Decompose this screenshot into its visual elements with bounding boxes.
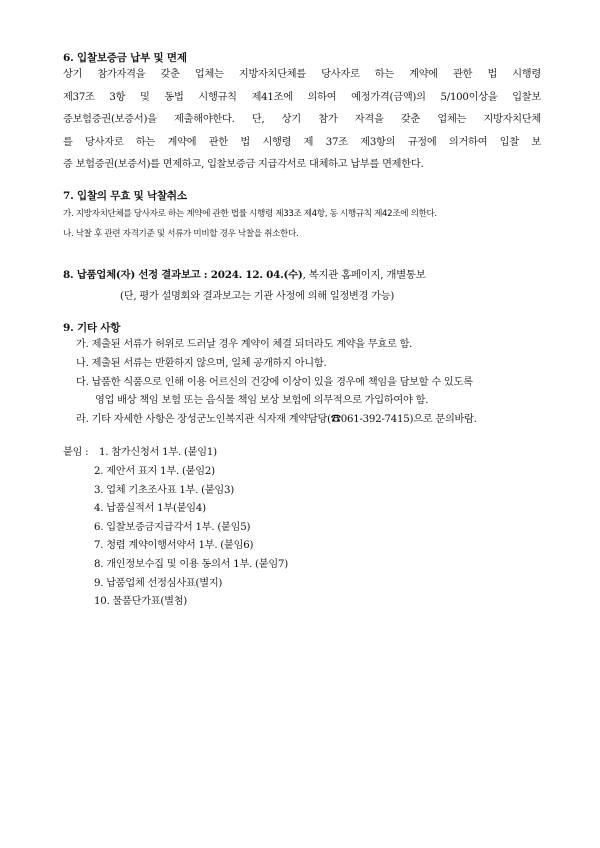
section-6-line-2: 제37조 3항 및 동법 시행규칙 제41조에 의하여 예정가격(금액)의 5/100이상을 입찰보	[63, 92, 541, 103]
section-6-line-4: 를 당사자로 하는 계약에 관한 법 시행령 제 37조 제3항의 규정에 의거하여 입찰 보	[63, 137, 541, 148]
attachment-item: 4. 납품실적서 1부(붙임4)	[94, 503, 206, 514]
section-8-note: (단, 평가 설명회와 결과보고는 기관 사정에 의해 일정변경 가능)	[120, 291, 395, 302]
attachment-item: 8. 개인정보수집 및 이용 동의서 1부. (붙임7)	[94, 559, 288, 570]
section-9-heading: 9. 기타 사항	[63, 322, 121, 334]
section-8-notice-channels: , 복지관 홈페이지, 개별통보	[302, 269, 426, 281]
section-9-item-4: 라. 기타 자세한 사항은 장성군노인복지관 식자재 계약담당(☎061-392-7415)으로 문의바람.	[76, 414, 477, 425]
section-7-item-1: 가. 지방자치단체를 당사자로 하는 계약에 관한 법률 시행령 제33조 제4항, 동 시행규칙 제42조에 의한다.	[63, 209, 437, 219]
section-6-line-1: 상기 참가자격을 갖춘 업체는 지방자치단체를 당사자로 하는 계약에 관한 법 시행령	[63, 69, 541, 80]
attachment-item: 6. 입찰보증금지급각서 1부. (붙임5)	[94, 522, 251, 533]
section-8-heading-line	[63, 266, 426, 281]
section-6-heading: 6. 입찰보증금 납부 및 면제	[63, 52, 187, 64]
attachment-item: 9. 납품업체 선정심사표(별지)	[94, 578, 223, 589]
section-8-heading: 8. 납품업체(자) 선정 결과보고 : 2024. 12. 04.(수)	[63, 269, 303, 281]
section-9-item-1: 가. 제출된 서류가 허위로 드러날 경우 계약이 체결 되더라도 계약을 무효로 함.	[76, 339, 413, 350]
attachment-item: 7. 청렴 계약이행서약서 1부. (붙임6)	[94, 540, 254, 551]
section-6-line-3: 증보험증권(보증서)을 제출해야한다. 단, 상기 참가 자격을 갖춘 업체는 지방자치단체	[63, 114, 541, 125]
section-9-item-3-cont: 영업 배상 책임 보험 또는 음식물 책임 보상 보험에 의무적으로 가입하여야 함.	[95, 395, 429, 406]
attachments-label: 붙임 :	[63, 447, 89, 458]
attachment-item: 3. 업체 기초조사표 1부. (붙임3)	[94, 485, 234, 496]
section-9-item-3: 다. 납품한 식품으로 인해 이용 어르신의 건강에 이상이 있을 경우에 책임을 담보할 수 있도록	[76, 377, 473, 388]
section-9-item-2: 나. 제출된 서류는 반환하지 않으며, 일체 공개하지 아니함.	[76, 358, 327, 369]
attachment-item: 10. 물품단가표(별첨)	[94, 596, 188, 607]
section-7-item-2: 나. 낙찰 후 관련 자격기준 및 서류가 미비할 경우 낙찰을 취소한다.	[63, 229, 299, 239]
section-6-line-5: 증 보험증권(보증서)를 면제하고, 입찰보증금 지급각서로 대체하고 납부를 면제한다.	[63, 159, 424, 170]
section-7-heading: 7. 입찰의 무효 및 낙찰취소	[63, 190, 187, 202]
attachment-item: 1. 참가신청서 1부. (붙임1)	[99, 447, 217, 458]
attachment-item: 2. 제안서 표지 1부. (붙임2)	[94, 466, 215, 477]
